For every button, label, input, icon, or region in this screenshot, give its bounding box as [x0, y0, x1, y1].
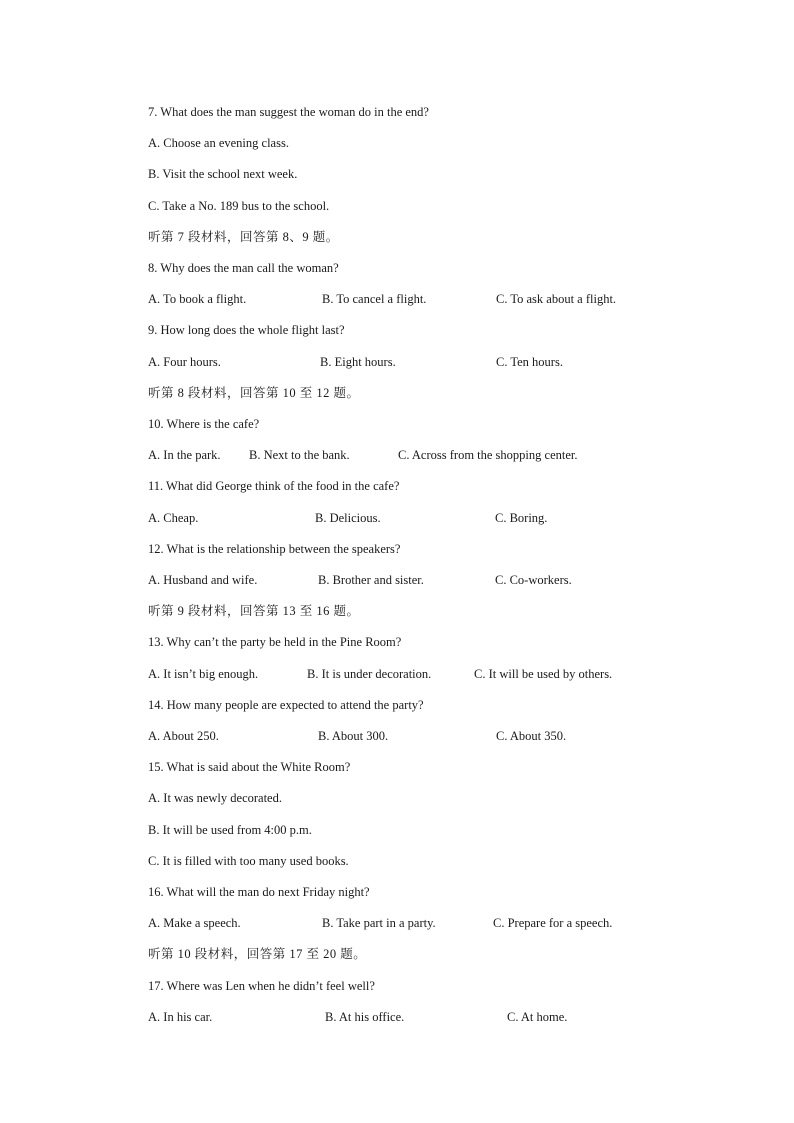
answer-option: C. To ask about a flight.	[496, 292, 617, 307]
answer-option: A. Husband and wife.	[148, 573, 258, 587]
answer-option: B. Delicious.	[315, 510, 381, 525]
answer-option: B. About 300.	[318, 729, 389, 743]
answer-option: C. Prepare for a speech.	[493, 916, 613, 931]
answer-option: B. At his office.	[325, 1009, 405, 1024]
question-text: 17. Where was Len when he didn’t feel well?	[148, 978, 375, 993]
section-instruction: 听第 10 段材料，回答第 17 至 20 题。	[148, 947, 367, 962]
answer-option: B. Brother and sister.	[318, 573, 424, 587]
answer-option: C. Co-workers.	[495, 573, 572, 587]
question-text: 9. How long does the whole flight last?	[148, 323, 345, 338]
answer-option: A. Cheap.	[148, 510, 199, 525]
question-text: 12. What is the relationship between the speakers?	[148, 541, 401, 556]
question-text: 14. How many people are expected to attend the party?	[148, 697, 424, 712]
answer-option: A. In the park.	[148, 448, 221, 463]
answer-option: C. Boring.	[495, 510, 548, 525]
section-instruction: 听第 7 段材料，回答第 8、9 题。	[148, 229, 339, 244]
answer-option: C. Ten hours.	[496, 354, 563, 369]
answer-option: B. Eight hours.	[320, 354, 396, 369]
answer-option: B. It will be used from 4:00 p.m.	[148, 822, 312, 837]
question-text: 15. What is said about the White Room?	[148, 760, 351, 775]
answer-option: C. Across from the shopping center.	[398, 448, 578, 463]
answer-option: B. To cancel a flight.	[322, 292, 427, 307]
answer-option: B. Visit the school next week.	[148, 167, 298, 182]
section-instruction: 听第 8 段材料，回答第 10 至 12 题。	[148, 385, 360, 400]
answer-option: C. It is filled with too many used books.	[148, 853, 349, 868]
question-text: 11. What did George think of the food in the cafe?	[148, 479, 400, 494]
answer-option: A. Make a speech.	[148, 916, 241, 931]
answer-option: C. About 350.	[496, 729, 567, 743]
question-text: 8. Why does the man call the woman?	[148, 261, 339, 275]
question-text: 7. What does the man suggest the woman do in the end?	[148, 105, 429, 119]
answer-option: A. To book a flight.	[148, 292, 247, 307]
answer-option: A. In his car.	[148, 1009, 213, 1024]
answer-option: A. It was newly decorated.	[148, 791, 282, 806]
answer-option: C. At home.	[507, 1009, 568, 1024]
section-instruction: 听第 9 段材料，回答第 13 至 16 题。	[148, 604, 360, 619]
question-text: 16. What will the man do next Friday night?	[148, 885, 370, 899]
answer-option: A. Choose an evening class.	[148, 136, 289, 151]
question-text: 13. Why can’t the party be held in the Pine Room?	[148, 635, 402, 650]
answer-option: B. Next to the bank.	[249, 448, 350, 463]
answer-option: C. It will be used by others.	[474, 666, 613, 681]
answer-option: B. It is under decoration.	[307, 666, 432, 681]
answer-option: B. Take part in a party.	[322, 916, 436, 931]
answer-option: A. It isn’t big enough.	[148, 666, 259, 681]
question-text: 10. Where is the cafe?	[148, 417, 260, 431]
answer-option: C. Take a No. 189 bus to the school.	[148, 198, 330, 213]
answer-option: A. About 250.	[148, 729, 219, 743]
answer-option: A. Four hours.	[148, 354, 221, 369]
